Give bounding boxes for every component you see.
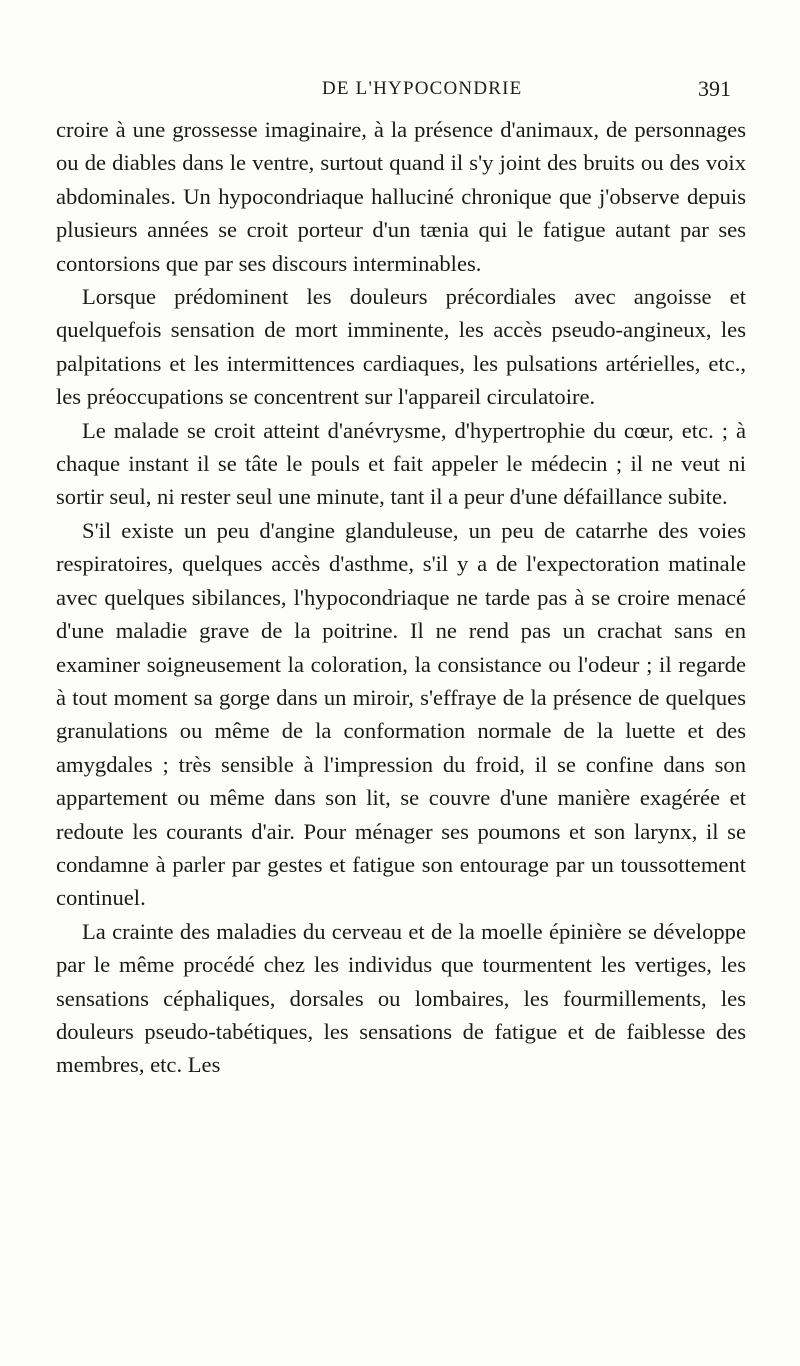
paragraph-respiratory: S'il existe un peu d'angine glanduleuse, un peu de catarrhe des voies respiratoires, quelques accès d'asthme, s'il y a de l'expectoration matinale avec quelques sibilances, l'hypocondriaque ne tarde pas à se croire menacé d'une maladie grave de la poitrine. Il ne rend pas un crachat sans en examiner soigneusement la coloration, la consistance ou l'odeur ; il regarde à tout moment sa gorge dans un miroir, s'effraye de la présence de quelques granulations ou même de la conformation normale de la luette et des amygdales ; très sensible à l'impression du froid, il se confine dans son appartement ou même dans son lit, se couvre d'une manière exagérée et redoute les courants d'air. Pour ménager ses poumons et son larynx, il se condamne à parler par gestes et fatigue son entourage par un toussottement continuel. <box>56 517 746 911</box>
page-number: 391 <box>698 76 731 101</box>
paragraph-nervous: La crainte des maladies du cerveau et de la moelle épinière se développe par le même procédé chez les individus que tourmentent les vertiges, les sensations céphaliques, dorsales ou lombaires, les fourmillements, les douleurs pseudo-tabétiques, les sensations de fatigue et de faiblesse des membres, etc. Les <box>56 918 746 1078</box>
paragraph-circulatory: Lorsque prédominent les douleurs précordiales avec angoisse et quelquefois sensation de mort imminente, les accès pseudo-angineux, les palpitations et les intermittences cardiaques, les pulsations artérielles, etc., les préoccupations se concentrent sur l'appareil circulatoire. <box>56 284 746 410</box>
body-text <box>56 113 746 1082</box>
running-head <box>0 76 800 106</box>
paragraph-continuation: croire à une grossesse imaginaire, à la présence d'animaux, de personnages ou de diables dans le ventre, surtout quand il s'y joint des bruits ou des voix abdominales. Un hypocondriaque halluciné chronique que j'observe depuis plusieurs années se croit porteur d'un tænia qui le fatigue autant par ses contorsions que par ses discours interminables. <box>56 117 746 276</box>
paragraph-aneurysm: Le malade se croit atteint d'anévrysme, d'hypertrophie du cœur, etc. ; à chaque instant il se tâte le pouls et fait appeler le médecin ; il ne veut ni sortir seul, ni rester seul une minute, tant il a peur d'une défaillance subite. <box>56 417 746 510</box>
running-title: DE L'HYPOCONDRIE <box>322 78 523 99</box>
